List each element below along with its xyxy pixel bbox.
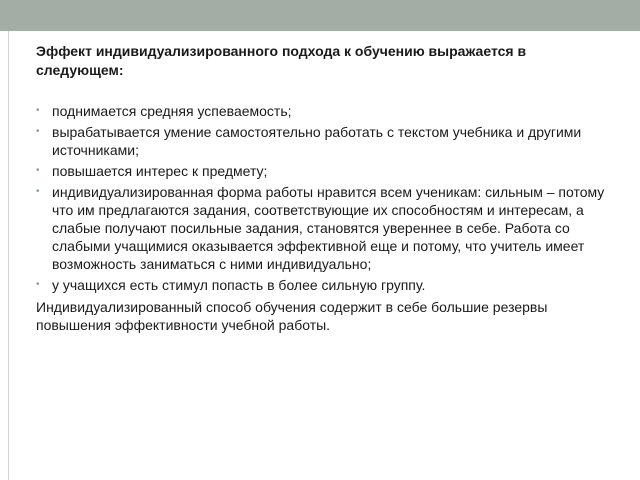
left-decorative-border <box>0 31 9 480</box>
list-item-text: вырабатывается умение самостоятельно работать с текстом учебника и другими источниками; <box>52 124 582 158</box>
closing-paragraph: Индивидуализированный способ обучения содержит в себе большие резервы повышения эффективности учебной работы. <box>36 299 548 333</box>
list-item <box>36 102 616 120</box>
bullet-icon: • <box>36 105 40 116</box>
top-decorative-band <box>0 0 640 31</box>
bullet-list <box>36 102 616 294</box>
list-item-text: поднимается средняя успеваемость; <box>52 103 292 119</box>
list-item-text: повышается интерес к предмету; <box>52 163 268 179</box>
slide-heading: Эффект индивидуализированного подхода к обучению выражается в следующем: <box>36 43 527 78</box>
list-item <box>36 123 616 159</box>
bullet-icon: • <box>36 279 40 290</box>
list-item-text: индивидуализированная форма работы нравится всем ученикам: сильным – потому что им предлагаются задания, соответствующие их способностям и интересам, а слабые получают посильные задания, становятся увереннее в себе. Работа со слабыми учащимися оказывается эффективной еще и потому, что учитель имеет возможность заниматься с ними индивидуально; <box>52 184 605 272</box>
list-item-text: у учащихся есть стимул попасть в более сильную группу. <box>52 277 426 293</box>
bullet-icon: • <box>36 165 40 176</box>
slide-content <box>36 42 616 348</box>
list-item <box>36 183 616 273</box>
bullet-icon: • <box>36 126 40 137</box>
list-item <box>36 162 616 180</box>
bullet-icon: • <box>36 186 40 197</box>
list-item <box>36 276 616 294</box>
